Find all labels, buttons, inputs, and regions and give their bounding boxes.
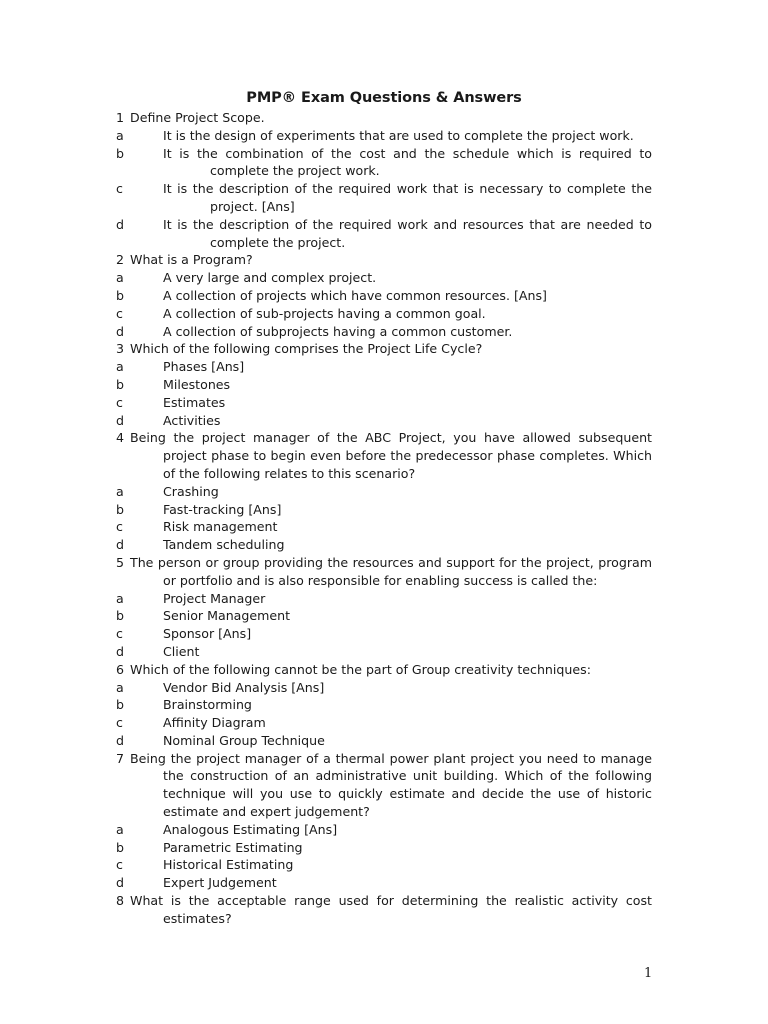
answer-option: [116, 376, 652, 394]
option-text: Estimates: [163, 394, 226, 410]
option-letter: b: [116, 287, 124, 303]
option-text: Expert Judgement: [163, 875, 277, 891]
option-letter: b: [116, 697, 124, 713]
question-text: Which of the following cannot be the part of Group creativity techniques:: [130, 661, 591, 677]
question-number: 8: [116, 893, 125, 909]
option-letter: b: [116, 145, 124, 161]
option-letter: a: [116, 359, 124, 375]
option-text: Activities: [163, 412, 221, 428]
answer-option: [116, 269, 652, 287]
question-1: [116, 109, 652, 127]
answer-option: [116, 501, 652, 519]
question-list: [116, 109, 652, 928]
option-letter: d: [116, 323, 124, 339]
answer-option: [116, 874, 652, 892]
option-text: Nominal Group Technique: [163, 732, 325, 748]
option-text: Parametric Estimating: [163, 839, 303, 855]
question-number: 3: [116, 341, 125, 357]
option-letter: d: [116, 412, 124, 428]
option-letter: a: [116, 679, 124, 695]
option-letter: b: [116, 376, 124, 392]
option-letter: d: [116, 875, 124, 891]
option-text: Vendor Bid Analysis [Ans]: [163, 679, 325, 695]
answer-option: [116, 643, 652, 661]
option-text: A collection of sub-projects having a common goal.: [163, 305, 486, 321]
question-number: 5: [116, 554, 125, 570]
answer-option: [116, 358, 652, 376]
option-text: Crashing: [163, 483, 219, 499]
option-text: It is the description of the required work and resources that are needed to complete the project.: [163, 216, 652, 250]
option-letter: c: [116, 626, 123, 642]
answer-option: [116, 839, 652, 857]
question-text: The person or group providing the resources and support for the project, program or portfolio and is also responsible for enabling success is called the:: [130, 554, 652, 588]
option-letter: a: [116, 821, 124, 837]
answer-option: [116, 180, 652, 216]
answer-option: [116, 305, 652, 323]
answer-option: [116, 696, 652, 714]
option-letter: c: [116, 519, 123, 535]
answer-option: [116, 483, 652, 501]
page-number: 1: [644, 966, 653, 981]
answer-option: [116, 145, 652, 181]
option-letter: a: [116, 590, 124, 606]
option-text: Tandem scheduling: [163, 537, 285, 553]
answer-option: [116, 323, 652, 341]
option-text: Senior Management: [163, 608, 291, 624]
option-text: Client: [163, 643, 200, 659]
question-3: [116, 340, 652, 358]
option-text: Brainstorming: [163, 697, 252, 713]
answer-option: [116, 732, 652, 750]
answer-option: [116, 216, 652, 252]
option-letter: b: [116, 608, 124, 624]
answer-option: [116, 607, 652, 625]
answer-option: [116, 625, 652, 643]
answer-option: [116, 287, 652, 305]
option-text: A very large and complex project.: [163, 270, 377, 286]
question-text: Being the project manager of the ABC Project, you have allowed subsequent project phase to begin even before the predecessor phase completes. Which of the following relates to this scenario?: [130, 430, 652, 481]
option-letter: d: [116, 643, 124, 659]
question-text: Being the project manager of a thermal power plant project you need to manage the construction of an administrative unit building. Which of the following technique will you use to quickly estimate and decide the use of historic estimate and expert judgement?: [130, 750, 652, 820]
option-letter: c: [116, 394, 123, 410]
option-text: It is the design of experiments that are used to complete the project work.: [163, 127, 634, 143]
question-text: What is the acceptable range used for determining the realistic activity cost estimates?: [130, 893, 652, 926]
answer-option: [116, 127, 652, 145]
answer-option: [116, 412, 652, 430]
question-number: 7: [116, 750, 125, 766]
option-letter: a: [116, 483, 124, 499]
answer-option: [116, 679, 652, 697]
page-title: PMP® Exam Questions & Answers: [246, 90, 522, 106]
question-7: [116, 750, 652, 821]
option-text: Milestones: [163, 376, 231, 392]
option-text: It is the description of the required work that is necessary to complete the project. [Ans]: [163, 181, 652, 214]
option-letter: d: [116, 537, 124, 553]
question-number: 4: [116, 430, 125, 446]
option-text: A collection of subprojects having a common customer.: [163, 323, 513, 339]
question-2: [116, 251, 652, 269]
option-letter: a: [116, 127, 124, 143]
option-letter: d: [116, 732, 124, 748]
option-letter: c: [116, 857, 123, 873]
question-number: 6: [116, 661, 125, 677]
answer-option: [116, 394, 652, 412]
answer-option: [116, 590, 652, 608]
option-text: A collection of projects which have common resources. [Ans]: [163, 287, 547, 303]
option-letter: b: [116, 501, 124, 517]
question-8: [116, 892, 652, 928]
question-number: 2: [116, 252, 125, 268]
option-letter: a: [116, 270, 124, 286]
answer-option: [116, 714, 652, 732]
question-6: [116, 661, 652, 679]
answer-option: [116, 518, 652, 536]
question-4: [116, 429, 652, 482]
question-5: [116, 554, 652, 590]
question-text: What is a Program?: [130, 252, 253, 268]
option-letter: c: [116, 305, 123, 321]
option-text: Sponsor [Ans]: [163, 626, 252, 642]
answer-option: [116, 821, 652, 839]
option-text: Fast-tracking [Ans]: [163, 501, 282, 517]
option-text: Analogous Estimating [Ans]: [163, 821, 338, 837]
option-text: Historical Estimating: [163, 857, 294, 873]
option-text: Project Manager: [163, 590, 266, 606]
answer-option: [116, 536, 652, 554]
option-letter: b: [116, 839, 124, 855]
option-text: It is the combination of the cost and the schedule which is required to complete the project work.: [163, 145, 652, 179]
option-text: Affinity Diagram: [163, 715, 266, 731]
question-text: Which of the following comprises the Project Life Cycle?: [130, 341, 483, 357]
question-number: 1: [116, 110, 125, 125]
option-letter: d: [116, 216, 124, 232]
answer-option: [116, 856, 652, 874]
option-text: Phases [Ans]: [163, 359, 245, 375]
option-letter: c: [116, 715, 123, 731]
question-text: Define Project Scope.: [130, 110, 265, 125]
option-text: Risk management: [163, 519, 278, 535]
option-letter: c: [116, 181, 123, 197]
